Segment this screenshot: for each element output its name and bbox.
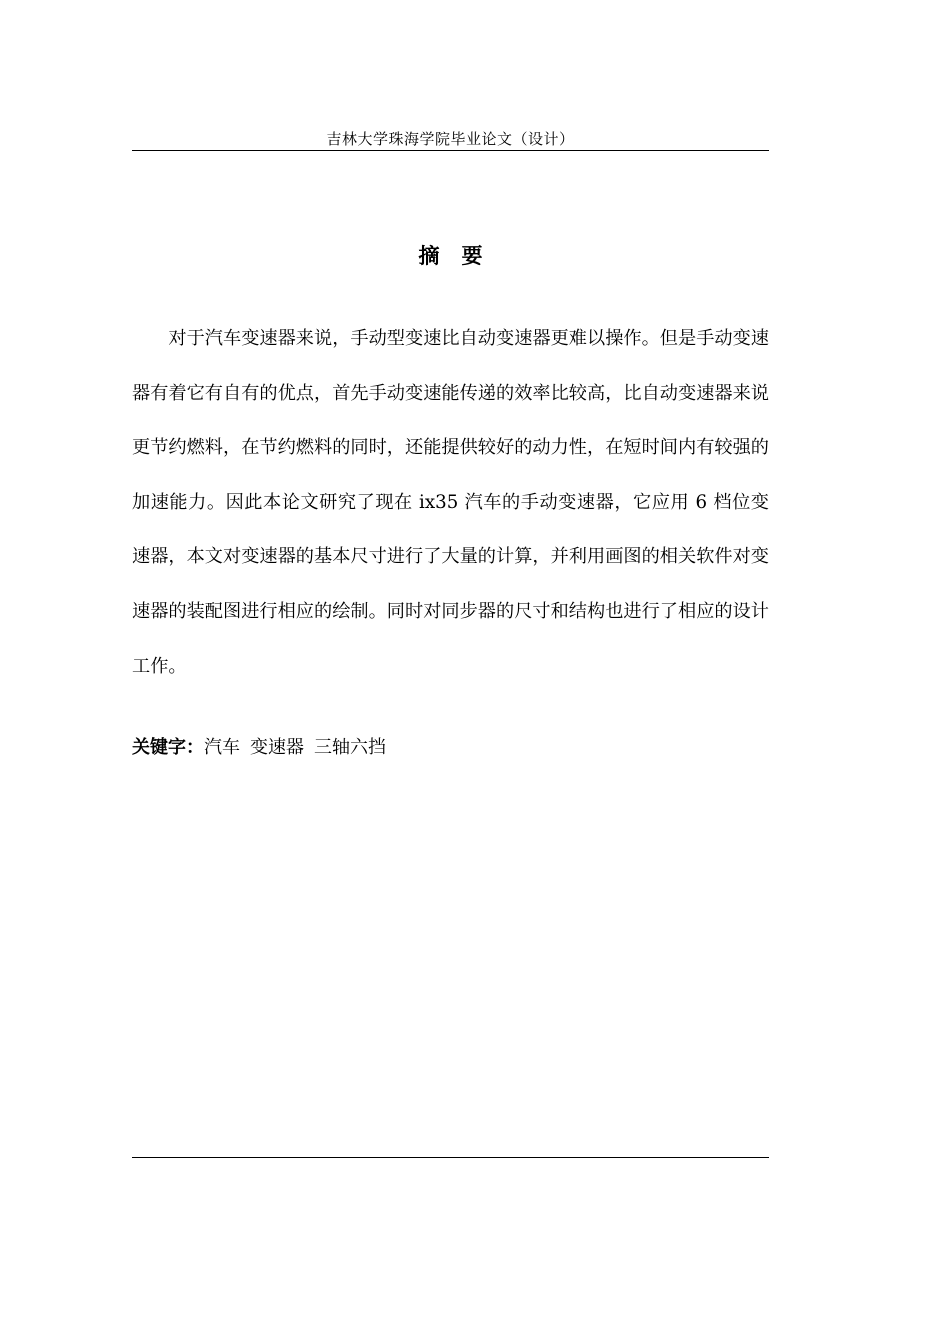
keyword-item: 汽车 (204, 737, 240, 758)
page-header: 吉林大学珠海学院毕业论文（设计） (326, 130, 575, 148)
footer-divider (132, 1157, 769, 1158)
abstract-body: 对于汽车变速器来说，手动型变速比自动变速器更难以操作。但是手动变速器有着它有自有的优点，首先手动变速能传递的效率比较高，比自动变速器来说更节约燃料，在节约燃料的同时，还能提供较好的动力性，在短时间内有较强的加速能力。因此本论文研究了现在 ix35 汽车的手动变速器，它应用 6 档位变速器，本文对变速器的基本尺寸进行了大量的计算，并利用画图的相关软件对变速器的装配图进行相应的绘制。同时对同步器的尺寸和结构也进行了相应的设计工作。 (132, 328, 769, 677)
header-divider (132, 150, 769, 151)
keywords-line (132, 733, 769, 763)
keyword-item: 变速器 (250, 737, 304, 758)
keyword-item: 三轴六挡 (314, 737, 386, 758)
keywords-label: 关键字： (132, 737, 204, 758)
abstract-title: 摘要 (418, 243, 505, 268)
